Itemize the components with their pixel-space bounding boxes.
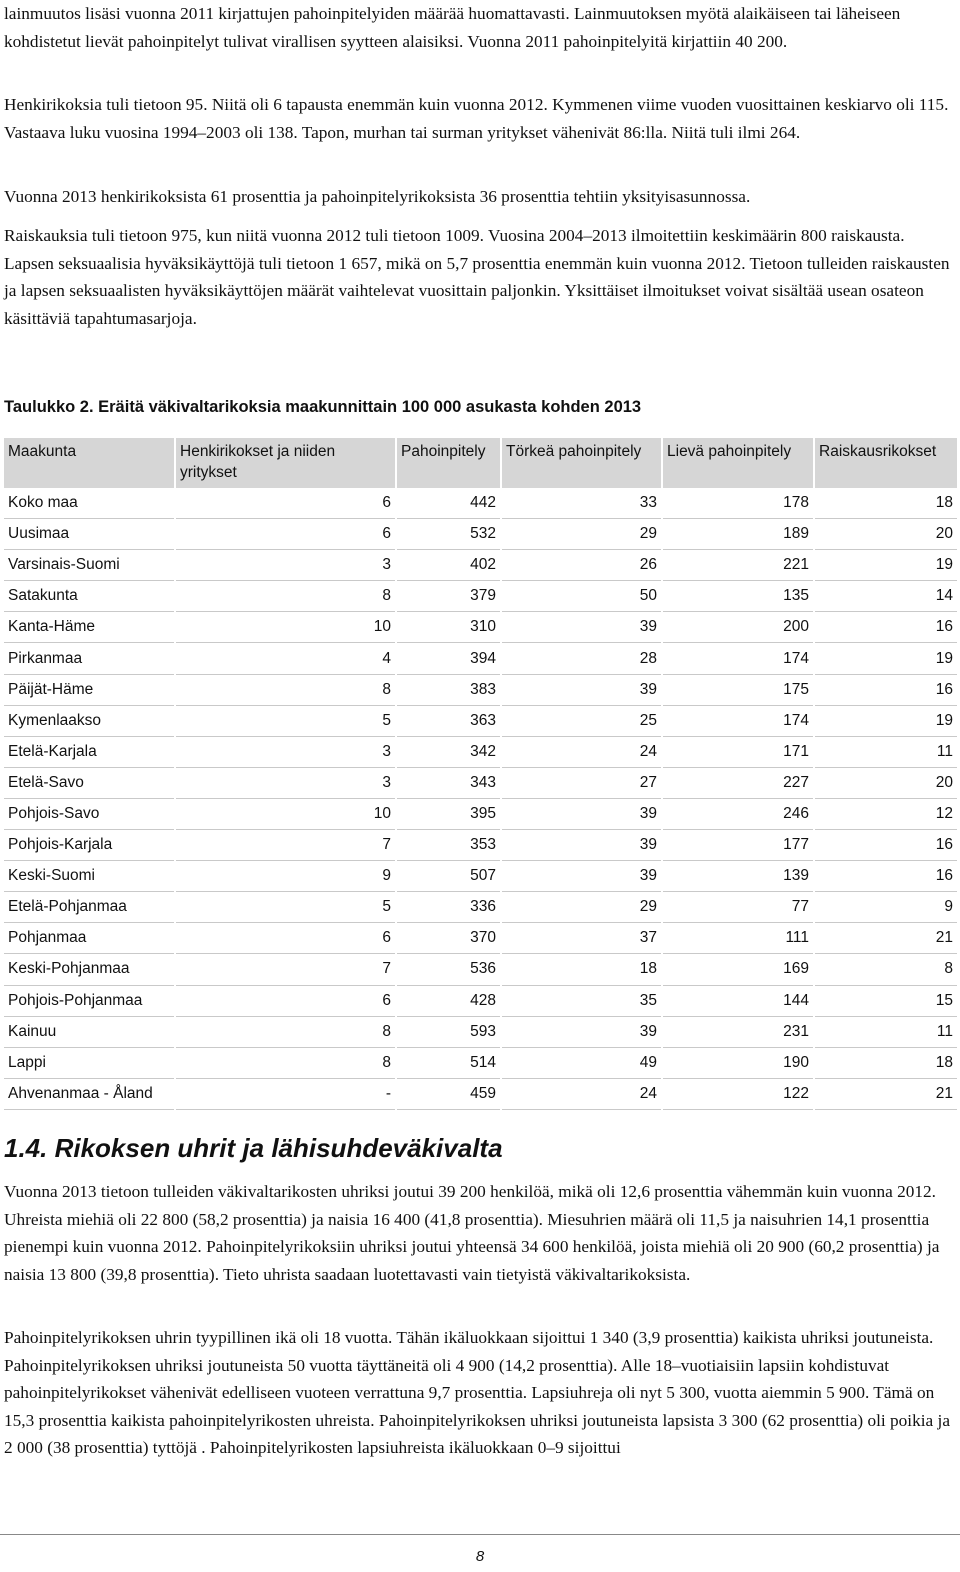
value-cell: 19 (815, 706, 957, 737)
table-row (4, 519, 957, 550)
value-cell: 200 (663, 612, 813, 643)
table-row (4, 768, 957, 799)
table-row (4, 1017, 957, 1048)
value-cell: 394 (397, 643, 500, 674)
value-cell: 39 (502, 1017, 661, 1048)
value-cell: 536 (397, 954, 500, 985)
value-cell: 342 (397, 737, 500, 768)
value-cell: - (176, 1079, 395, 1110)
table-body (4, 488, 957, 1110)
value-cell: 20 (815, 768, 957, 799)
value-cell: 19 (815, 643, 957, 674)
value-cell: 14 (815, 581, 957, 612)
value-cell: 8 (176, 675, 395, 706)
table-caption: Taulukko 2. Eräitä väkivaltarikoksia maakunnittain 100 000 asukasta kohden 2013 (4, 398, 642, 416)
region-name-cell: Etelä-Pohjanmaa (4, 892, 174, 923)
value-cell: 25 (502, 706, 661, 737)
value-cell: 177 (663, 830, 813, 861)
table-row (4, 830, 957, 861)
value-cell: 21 (815, 1079, 957, 1110)
value-cell: 10 (176, 612, 395, 643)
value-cell: 383 (397, 675, 500, 706)
value-cell: 7 (176, 954, 395, 985)
value-cell: 5 (176, 892, 395, 923)
value-cell: 20 (815, 519, 957, 550)
value-cell: 3 (176, 737, 395, 768)
value-cell: 459 (397, 1079, 500, 1110)
value-cell: 50 (502, 581, 661, 612)
value-cell: 3 (176, 768, 395, 799)
value-cell: 171 (663, 737, 813, 768)
value-cell: 428 (397, 986, 500, 1017)
value-cell: 246 (663, 799, 813, 830)
value-cell: 353 (397, 830, 500, 861)
value-cell: 178 (663, 488, 813, 519)
value-cell: 15 (815, 986, 957, 1017)
value-cell: 8 (176, 1017, 395, 1048)
region-name-cell: Pohjois-Pohjanmaa (4, 986, 174, 1017)
region-name-cell: Koko maa (4, 488, 174, 519)
value-cell: 4 (176, 643, 395, 674)
value-cell: 8 (815, 954, 957, 985)
value-cell: 37 (502, 923, 661, 954)
value-cell: 39 (502, 861, 661, 892)
value-cell: 6 (176, 986, 395, 1017)
value-cell: 593 (397, 1017, 500, 1048)
value-cell: 11 (815, 1017, 957, 1048)
table-row (4, 799, 957, 830)
value-cell: 402 (397, 550, 500, 581)
value-cell: 29 (502, 892, 661, 923)
region-name-cell: Etelä-Savo (4, 768, 174, 799)
value-cell: 144 (663, 986, 813, 1017)
column-header-assault: Pahoinpitely (397, 438, 500, 488)
value-cell: 174 (663, 706, 813, 737)
region-name-cell: Kymenlaakso (4, 706, 174, 737)
table-row (4, 643, 957, 674)
value-cell: 227 (663, 768, 813, 799)
value-cell: 19 (815, 550, 957, 581)
crime-rate-table (2, 438, 959, 1110)
value-cell: 122 (663, 1079, 813, 1110)
value-cell: 8 (176, 581, 395, 612)
value-cell: 29 (502, 519, 661, 550)
region-name-cell: Pohjois-Karjala (4, 830, 174, 861)
table-row (4, 892, 957, 923)
value-cell: 231 (663, 1017, 813, 1048)
region-name-cell: Päijät-Häme (4, 675, 174, 706)
value-cell: 3 (176, 550, 395, 581)
column-header-aggravated-assault: Törkeä pahoinpitely (502, 438, 661, 488)
value-cell: 49 (502, 1048, 661, 1079)
value-cell: 395 (397, 799, 500, 830)
region-name-cell: Pohjanmaa (4, 923, 174, 954)
value-cell: 310 (397, 612, 500, 643)
value-cell: 8 (176, 1048, 395, 1079)
table-row (4, 1048, 957, 1079)
value-cell: 442 (397, 488, 500, 519)
value-cell: 532 (397, 519, 500, 550)
value-cell: 514 (397, 1048, 500, 1079)
column-header-rape-offences: Raiskausrikokset (815, 438, 957, 488)
table-row (4, 923, 957, 954)
value-cell: 18 (815, 1048, 957, 1079)
value-cell: 18 (815, 488, 957, 519)
value-cell: 26 (502, 550, 661, 581)
column-header-homicides: Henkirikokset ja niiden yritykset (176, 438, 395, 488)
value-cell: 135 (663, 581, 813, 612)
value-cell: 16 (815, 675, 957, 706)
table-row (4, 1079, 957, 1110)
value-cell: 39 (502, 675, 661, 706)
table-row (4, 675, 957, 706)
region-name-cell: Varsinais-Suomi (4, 550, 174, 581)
value-cell: 6 (176, 923, 395, 954)
value-cell: 9 (815, 892, 957, 923)
table-row (4, 954, 957, 985)
value-cell: 28 (502, 643, 661, 674)
value-cell: 174 (663, 643, 813, 674)
column-header-region: Maakunta (4, 438, 174, 488)
value-cell: 343 (397, 768, 500, 799)
value-cell: 12 (815, 799, 957, 830)
page-number: 8 (475, 1548, 485, 1565)
value-cell: 139 (663, 861, 813, 892)
table-row (4, 550, 957, 581)
value-cell: 16 (815, 612, 957, 643)
value-cell: 27 (502, 768, 661, 799)
table-row (4, 706, 957, 737)
region-name-cell: Lappi (4, 1048, 174, 1079)
value-cell: 111 (663, 923, 813, 954)
value-cell: 35 (502, 986, 661, 1017)
paragraph-homicides: Henkirikoksia tuli tietoon 95. Niitä oli 6 tapausta enemmän kuin vuonna 2012. Kymmenen viime vuoden vuosittainen keskiarvo oli 115. Vastaava luku vuosina 1994–2003 oli 138. Tapon, murhan tai surman yritykset vähenivät 86:lla. Niitä tuli ilmi 264. (4, 95, 949, 142)
value-cell: 169 (663, 954, 813, 985)
value-cell: 39 (502, 830, 661, 861)
section-heading: 1.4. Rikoksen uhrit ja lähisuhdeväkivalta (4, 1133, 503, 1163)
value-cell: 24 (502, 737, 661, 768)
paragraph-locations: Vuonna 2013 henkirikoksista 61 prosenttia ja pahoinpitelyrikoksista 36 prosenttia tehtiin yksityisasunnossa. (4, 187, 751, 206)
value-cell: 16 (815, 861, 957, 892)
value-cell: 5 (176, 706, 395, 737)
column-header-petty-assault: Lievä pahoinpitely (663, 438, 813, 488)
region-name-cell: Pirkanmaa (4, 643, 174, 674)
value-cell: 336 (397, 892, 500, 923)
region-name-cell: Kainuu (4, 1017, 174, 1048)
table-row (4, 612, 957, 643)
value-cell: 18 (502, 954, 661, 985)
region-name-cell: Satakunta (4, 581, 174, 612)
table-row (4, 861, 957, 892)
value-cell: 221 (663, 550, 813, 581)
value-cell: 21 (815, 923, 957, 954)
value-cell: 9 (176, 861, 395, 892)
value-cell: 24 (502, 1079, 661, 1110)
region-name-cell: Kanta-Häme (4, 612, 174, 643)
value-cell: 507 (397, 861, 500, 892)
value-cell: 370 (397, 923, 500, 954)
region-name-cell: Keski-Pohjanmaa (4, 954, 174, 985)
footer-divider (0, 1534, 960, 1535)
value-cell: 6 (176, 519, 395, 550)
value-cell: 190 (663, 1048, 813, 1079)
table-header-row (4, 438, 957, 488)
region-name-cell: Pohjois-Savo (4, 799, 174, 830)
value-cell: 11 (815, 737, 957, 768)
value-cell: 6 (176, 488, 395, 519)
paragraph-rapes: Raiskauksia tuli tietoon 975, kun niitä vuonna 2012 tuli tietoon 1009. Vuosina 2004–2013 ilmoitettiin keskimäärin 800 raiskausta. Lapsen seksuaalisia hyväksikäyttöjä tuli tietoon 1 657, mikä on 5,7 prosenttia enemmän kuin vuonna 2012. Tietoon tulleiden raiskausten ja lapsen seksuaalisten hyväksikäyttöjen määrät vaihtelevat vuosittain paljonkin. Yksittäiset ilmoitukset voivat sisältää usean osateon käsittäviä tapahtumasarjoja. (4, 226, 950, 328)
paragraph-law-change: lainmuutos lisäsi vuonna 2011 kirjattujen pahoinpitelyiden määrää huomattavasti. Lainmuutoksen myötä alaikäiseen tai läheiseen kohdistetut lievät pahoinpitelyt tulivat virallisen syytteen alaisiksi. Vuonna 2011 pahoinpitelyitä kirjattiin 40 200. (4, 4, 901, 51)
value-cell: 33 (502, 488, 661, 519)
region-name-cell: Keski-Suomi (4, 861, 174, 892)
region-name-cell: Uusimaa (4, 519, 174, 550)
value-cell: 39 (502, 612, 661, 643)
paragraph-assault-victims: Pahoinpitelyrikoksen uhrin tyypillinen ikä oli 18 vuotta. Tähän ikäluokkaan sijoittui 1 340 (3,9 prosenttia) kaikista uhriksi joutuneista. Pahoinpitelyrikoksen uhriksi joutuneista 50 vuotta täyttäneitä oli 4 900 (14,2 prosenttia). Alle 18–vuotiaisiin lapsiin kohdistuvat pahoinpitelyrikokset vähenivät edelliseen vuoteen verrattuna 9,7 prosenttia. Lapsiuhreja oli nyt 5 300, vuotta aiemmin 5 900. Tämä on 15,3 prosenttia kaikista pahoinpitelyrikosten uhreista. Pahoinpitelyrikoksen uhriksi joutuneista lapsista 3 300 (62 prosenttia) oli poikia ja 2 000 (38 prosenttia) tyttöjä . Pahoinpitelyrikosten lapsiuhreista ikäluokkaan 0–9 sijoittui (4, 1328, 950, 1457)
region-name-cell: Etelä-Karjala (4, 737, 174, 768)
table-row (4, 737, 957, 768)
paragraph-victims: Vuonna 2013 tietoon tulleiden väkivaltarikosten uhriksi joutui 39 200 henkilöä, mikä oli 12,6 prosenttia vähemmän kuin vuonna 2012. Uhreista miehiä oli 22 800 (58,2 prosenttia) ja naisia 16 400 (41,8 prosenttia). Miesuhrien määrä oli 11,5 ja naisuhrien 14,1 prosenttia pienempi kuin vuonna 2012. Pahoinpitelyrikoksiin uhriksi joutui yhteensä 34 600 henkilöä, joista miehiä oli 20 900 (60,2 prosenttia) ja naisia 13 800 (39,8 prosenttia). Tieto uhrista saadaan luotettavasti vain tietyistä väkivaltarikoksista. (4, 1182, 940, 1284)
value-cell: 189 (663, 519, 813, 550)
value-cell: 77 (663, 892, 813, 923)
value-cell: 16 (815, 830, 957, 861)
value-cell: 7 (176, 830, 395, 861)
value-cell: 10 (176, 799, 395, 830)
table-row (4, 488, 957, 519)
value-cell: 379 (397, 581, 500, 612)
table-row (4, 986, 957, 1017)
value-cell: 175 (663, 675, 813, 706)
value-cell: 39 (502, 799, 661, 830)
region-name-cell: Ahvenanmaa - Åland (4, 1079, 174, 1110)
value-cell: 363 (397, 706, 500, 737)
table-row (4, 581, 957, 612)
